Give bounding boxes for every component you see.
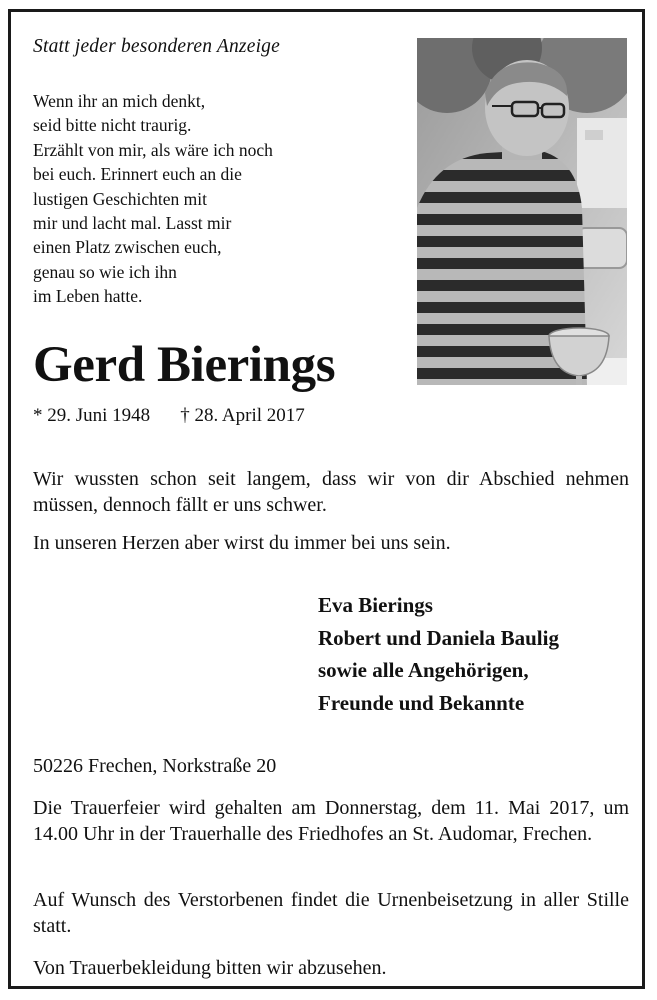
birth-date: * 29. Juni 1948	[33, 405, 151, 426]
life-dates	[33, 405, 305, 427]
hearts-paragraph: In unseren Herzen aber wirst du immer bei uns sein.	[33, 532, 451, 554]
poem-line: bei euch. Erinnert euch an die	[33, 164, 242, 185]
farewell-paragraph: Wir wussten schon seit langem, dass wir von dir Abschied nehmen müssen, dennoch fällt er uns schwer.	[33, 468, 629, 516]
poem-line: Erzählt von mir, als wäre ich noch	[33, 139, 273, 160]
ceremony-paragraph: Die Trauerfeier wird gehalten am Donnerstag, dem 11. Mai 2017, um 14.00 Uhr in der Trauerhalle des Friedhofes an St. Audomar, Frechen.	[33, 797, 629, 845]
death-date: † 28. April 2017	[180, 405, 305, 426]
signer-line: Freunde und Bekannte	[318, 690, 525, 715]
poem-line: im Leben hatte.	[33, 286, 143, 307]
poem-line: lustigen Geschichten mit	[33, 188, 207, 209]
portrait-image	[417, 38, 627, 385]
poem	[33, 89, 273, 309]
intro-line: Statt jeder besonderen Anzeige	[33, 36, 280, 57]
poem-line: seid bitte nicht traurig.	[33, 115, 192, 136]
poem-line: einen Platz zwischen euch,	[33, 237, 222, 258]
signer-line: Eva Bierings	[318, 593, 433, 617]
attire-paragraph: Von Trauerbekleidung bitten wir abzusehen.	[33, 957, 387, 979]
portrait-photo	[417, 38, 627, 385]
signer-line: sowie alle Angehörigen,	[318, 658, 529, 682]
deceased-name: Gerd Bierings	[33, 337, 336, 393]
poem-line: mir und lacht mal. Lasst mir	[33, 213, 232, 234]
signer-line: Robert und Daniela Baulig	[318, 625, 559, 650]
burial-paragraph: Auf Wunsch des Verstorbenen findet die Urnenbeisetzung in aller Stille statt.	[33, 889, 629, 937]
address: 50226 Frechen, Norkstraße 20	[33, 755, 277, 777]
signers-block	[318, 589, 559, 719]
poem-line: genau so wie ich ihn	[33, 261, 177, 282]
poem-line: Wenn ihr an mich denkt,	[33, 91, 206, 111]
